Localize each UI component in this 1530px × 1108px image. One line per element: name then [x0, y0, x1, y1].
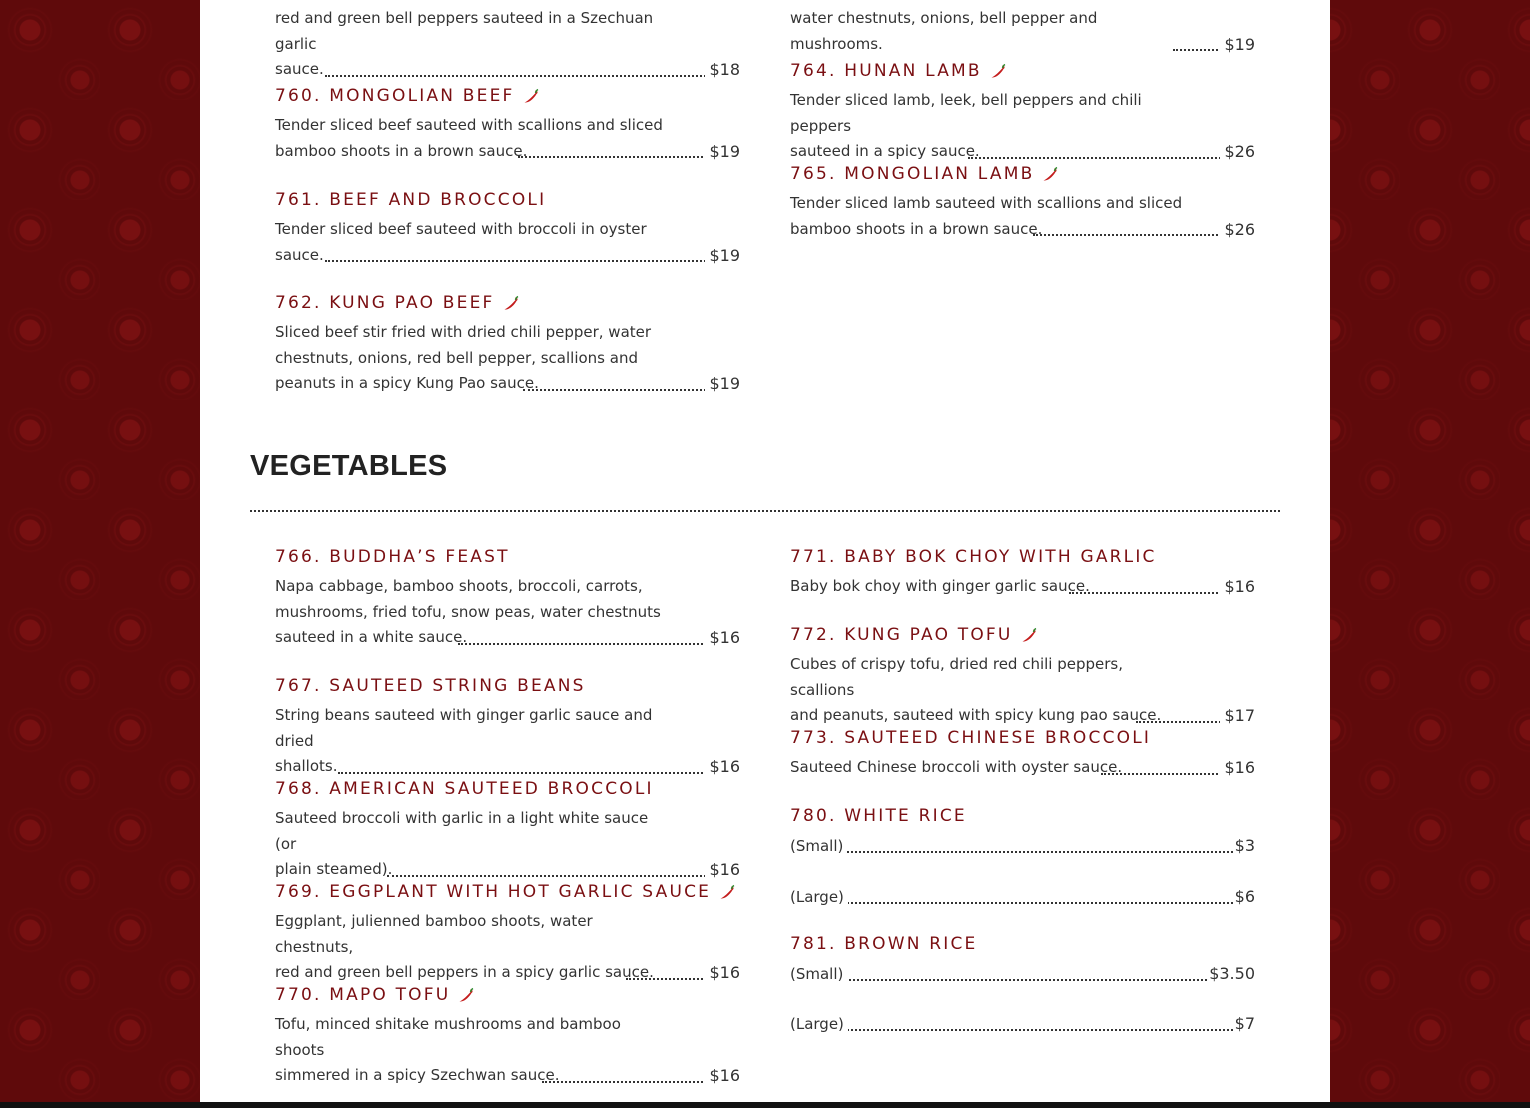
item-price: $16 [705, 960, 740, 986]
item-desc-line: water chestnuts, onions, bell pepper and mushrooms. [790, 9, 1098, 53]
item-title: 760. MONGOLIAN BEEF [275, 85, 740, 107]
item-title: 772. KUNG PAO TOFU [790, 624, 1255, 646]
menu-item-764 [790, 60, 1255, 165]
menu-item-761 [275, 189, 740, 268]
menu-item-773 [790, 727, 1255, 781]
item-desc-line: Tender sliced lamb, leek, bell peppers and chili peppers [790, 91, 1142, 135]
menu-item-762 [275, 292, 740, 397]
size-price: $7 [1233, 1011, 1255, 1037]
item-title: 764. HUNAN LAMB [790, 60, 1255, 82]
item-desc-line: mushrooms, fried tofu, snow peas, water chestnuts [275, 602, 661, 621]
section-divider [250, 510, 1280, 512]
size-price: $3 [1233, 833, 1255, 859]
chili-pepper-icon [523, 88, 539, 104]
item-desc-line: Tofu, minced shitake mushrooms and bamboo shoots [275, 1015, 621, 1059]
item-desc-line: Cubes of crispy tofu, dried red chili peppers, scallions [790, 655, 1124, 699]
item-title: 773. SAUTEED CHINESE BROCCOLI [790, 728, 1152, 748]
item-desc-line: sauce. [275, 245, 324, 264]
size-option-small [790, 961, 1255, 987]
item-price: $17 [1220, 703, 1255, 729]
item-title: 768. AMERICAN SAUTEED BROCCOLI [275, 779, 654, 799]
item-title: 767. SAUTEED STRING BEANS [275, 676, 586, 696]
item-price: $16 [705, 625, 740, 651]
menu-item-759 [275, 6, 740, 83]
item-price: $18 [705, 57, 740, 83]
item-title: 761. BEEF AND BROCCOLI [275, 190, 547, 210]
size-option-small [790, 833, 1255, 859]
item-title: 770. MAPO TOFU [275, 984, 740, 1006]
item-price: $16 [705, 754, 740, 780]
item-desc-line: shallots. [275, 757, 338, 775]
item-price: $16 [705, 1063, 740, 1089]
item-title: 780. WHITE RICE [790, 806, 967, 826]
item-desc-line: Sliced beef stir fried with dried chili pepper, water [275, 323, 652, 341]
item-title: 769. EGGPLANT WITH HOT GARLIC SAUCE [275, 881, 740, 903]
item-desc-line: and peanuts, sauteed with spicy kung pao sauce. [790, 706, 1162, 724]
chili-pepper-icon [1042, 166, 1058, 182]
menu-item-780 [790, 805, 1255, 910]
item-desc-line: sauce. [275, 60, 324, 78]
menu-item-760 [275, 85, 740, 164]
item-desc-line: Napa cabbage, bamboo shoots, broccoli, carrots, [275, 577, 643, 595]
item-desc-line: bamboo shoots in a brown sauce. [790, 219, 1043, 238]
menu-item-763 [790, 6, 1255, 57]
item-title: 781. BROWN RICE [790, 934, 978, 954]
chili-pepper-icon [990, 63, 1006, 79]
item-title: 766. BUDDHA’S FEAST [275, 547, 510, 567]
item-desc-line: chestnuts, onions, red bell pepper, scallions and [275, 348, 638, 367]
item-desc-line: Baby bok choy with ginger garlic sauce. [790, 577, 1090, 595]
item-desc-line: red and green bell peppers in a spicy garlic sauce. [275, 963, 654, 981]
item-desc-line: peanuts in a spicy Kung Pao sauce. [275, 374, 539, 392]
item-title: 771. BABY BOK CHOY WITH GARLIC [790, 547, 1157, 567]
chili-pepper-icon [503, 295, 519, 311]
size-option-large [790, 1011, 1255, 1037]
item-price: $19 [705, 243, 740, 269]
item-price: $16 [705, 857, 740, 883]
item-desc-line: plain steamed). [275, 860, 393, 878]
chili-pepper-icon [719, 884, 735, 900]
item-desc-line: sauteed in a spicy sauce. [790, 142, 980, 160]
size-option-large [790, 884, 1255, 910]
item-desc-line: bamboo shoots in a brown sauce. [275, 141, 528, 160]
item-desc-line: String beans sauteed with ginger garlic sauce and dried [275, 706, 653, 750]
item-desc-line: Sauteed Chinese broccoli with oyster sauce. [790, 758, 1123, 776]
size-label: (Small) [790, 961, 847, 987]
menu-item-771 [790, 546, 1255, 600]
item-desc-line: red and green bell peppers sauteed in a Szechuan garlic [275, 9, 654, 53]
menu-item-769 [275, 881, 740, 986]
item-price: $16 [1220, 755, 1255, 781]
item-desc-line: Tender sliced beef sauteed with scallions and sliced [275, 116, 663, 134]
item-title: 762. KUNG PAO BEEF [275, 292, 740, 314]
menu-item-768 [275, 778, 740, 883]
section-title-vegetables: VEGETABLES [250, 450, 448, 482]
chili-pepper-icon [1021, 627, 1037, 643]
chili-pepper-icon [458, 987, 474, 1003]
menu-item-781 [790, 933, 1255, 1037]
menu-item-772 [790, 624, 1255, 729]
item-price: $26 [1220, 139, 1255, 165]
footer-bar [0, 1102, 1530, 1108]
size-price: $3.50 [1207, 961, 1255, 987]
size-label: (Large) [790, 884, 848, 910]
size-price: $6 [1233, 884, 1255, 910]
menu-item-770 [275, 984, 740, 1089]
menu-item-767 [275, 675, 740, 780]
item-desc-line: Eggplant, julienned bamboo shoots, water chestnuts, [275, 912, 593, 956]
item-price: $19 [705, 139, 740, 165]
size-label: (Large) [790, 1011, 848, 1037]
size-label: (Small) [790, 833, 847, 859]
item-price: $26 [1220, 217, 1255, 243]
item-price: $19 [705, 371, 740, 397]
item-price: $19 [1220, 32, 1255, 58]
item-desc-line: simmered in a spicy Szechwan sauce. [275, 1066, 560, 1084]
menu-item-765 [790, 163, 1255, 242]
item-desc-line: sauteed in a white sauce. [275, 628, 468, 646]
item-title: 765. MONGOLIAN LAMB [790, 163, 1255, 185]
menu-page [200, 0, 1330, 1102]
item-price: $16 [1220, 574, 1255, 600]
item-desc-line: Tender sliced beef sauteed with broccoli in oyster [275, 220, 647, 238]
menu-item-766 [275, 546, 740, 651]
item-desc-line: Tender sliced lamb sauteed with scallions and sliced [790, 194, 1183, 212]
item-desc-line: Sauteed broccoli with garlic in a light white sauce (or [275, 809, 649, 853]
